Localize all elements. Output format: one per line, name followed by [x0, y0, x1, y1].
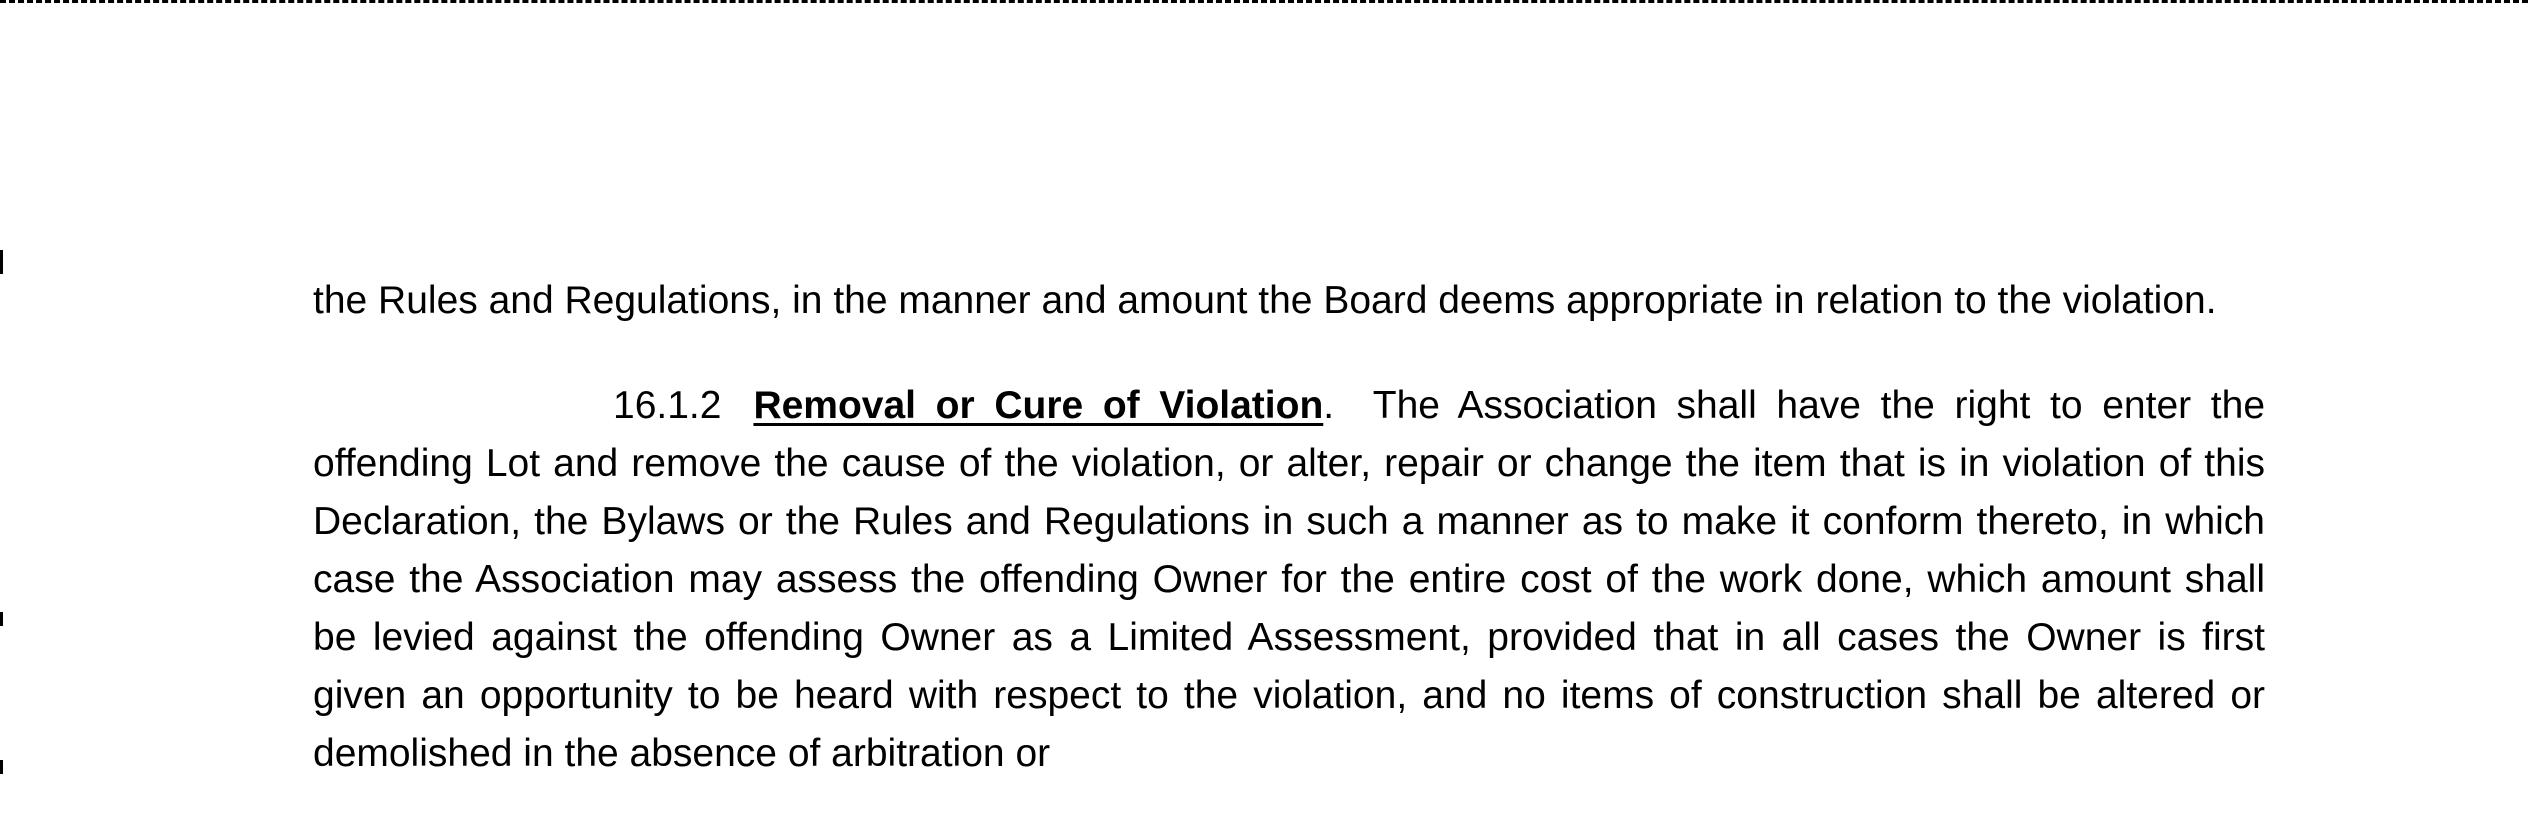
margin-mark [0, 612, 3, 626]
section-body-text: The Association shall have the right to enter the offending Lot and remove the cause of the violation, or alter, repair or change the item that is in violation of this Declaration, the Bylaws or the Rules and Regulations in such a manner as to make it conform thereto, in which case the Association may assess the offending Owner for the entire cost of the work done, which amount shall be levied against the offending Owner as a Limited Assessment, provided that in all cases the Owner is first given an opportunity to be heard with respect to the violation, and no items of construction shall be altered or demolished in the absence of arbitration or [313, 384, 2266, 775]
heading-punctuation: . [1323, 384, 1335, 427]
section-number: 16.1.2 [613, 384, 722, 427]
margin-mark [0, 250, 3, 274]
section-paragraph [313, 377, 2265, 783]
document-body [313, 272, 2265, 783]
continuation-paragraph: the Rules and Regulations, in the manner and amount the Board deems appropriate in relation to the violation. [313, 279, 2217, 322]
section-heading: Removal or Cure of Violation [753, 384, 1324, 427]
margin-mark [0, 760, 3, 774]
page-top-border [0, 0, 2528, 3]
